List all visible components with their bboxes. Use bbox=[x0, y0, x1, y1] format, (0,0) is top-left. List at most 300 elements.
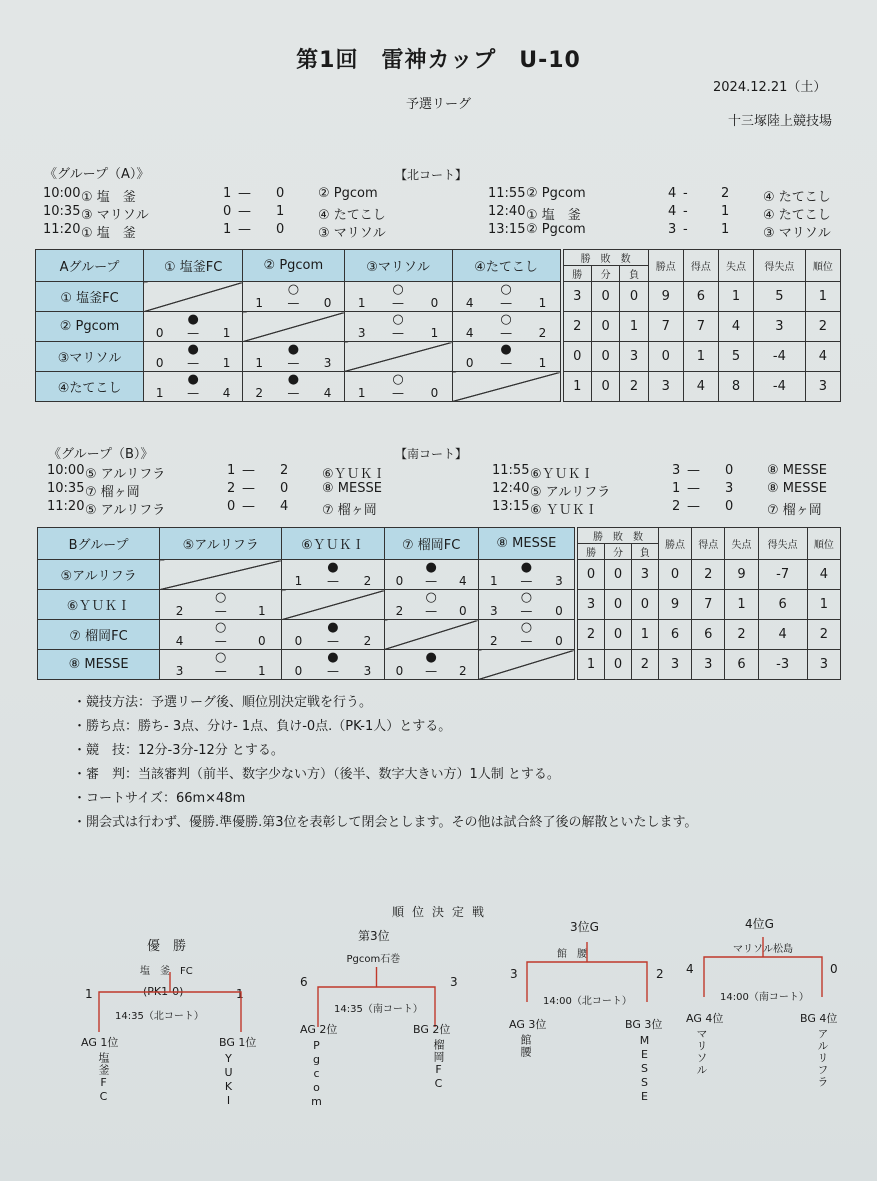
score-for: 0 bbox=[155, 326, 164, 340]
match-cell bbox=[282, 620, 384, 650]
loss-mark: ● bbox=[520, 560, 533, 575]
score-against: 4 bbox=[459, 574, 467, 588]
schedule-home: ③ マリソル bbox=[81, 208, 149, 223]
diagonal-cell bbox=[144, 282, 243, 312]
score-for: 0 bbox=[395, 574, 404, 588]
stat-cell: 3 bbox=[754, 312, 806, 342]
loss-header: 負 bbox=[631, 544, 658, 560]
win-mark: ○ bbox=[392, 312, 404, 327]
schedule-home: ⑥ ＹＵＫＩ bbox=[530, 503, 598, 518]
score-dash: — bbox=[425, 574, 438, 588]
stat-cell: 0 bbox=[605, 650, 632, 680]
score-for: 1 bbox=[357, 296, 366, 310]
score-dash: — bbox=[214, 604, 227, 618]
score-dash: — bbox=[392, 296, 405, 310]
bracket-right-score: 0 bbox=[830, 962, 838, 976]
stat-cell: 2 bbox=[631, 650, 658, 680]
bracket-winner: 塩 釜 FC bbox=[140, 966, 193, 977]
score-for: 4 bbox=[465, 296, 474, 310]
match-score bbox=[479, 604, 574, 618]
loss-mark: ● bbox=[425, 560, 437, 575]
schedule-dash: — bbox=[687, 499, 700, 514]
schedule-home: ① 塩 釜 bbox=[526, 208, 581, 223]
loss-mark: ● bbox=[500, 342, 512, 357]
match-cell bbox=[144, 312, 243, 342]
stat-cell: 1 bbox=[725, 590, 758, 620]
score-for: 3 bbox=[489, 604, 498, 618]
schedule-away: ⑦ 榴ヶ岡 bbox=[767, 503, 822, 518]
row-team-label: ④たてこし bbox=[36, 372, 144, 402]
match-score bbox=[385, 574, 478, 588]
loss-mark: ● bbox=[187, 312, 199, 327]
stat-cell: 0 bbox=[563, 342, 591, 372]
schedule-away: ④ たてこし bbox=[763, 190, 831, 205]
win-mark: ○ bbox=[215, 650, 227, 665]
bracket-left-seed: AG 2位 bbox=[300, 1023, 338, 1036]
schedule-time: 10:00 bbox=[47, 463, 85, 478]
score-for: 0 bbox=[294, 634, 303, 648]
schedule-home: ⑤ アルリフラ bbox=[85, 467, 166, 482]
score-for: 0 bbox=[294, 664, 303, 678]
schedule-hs: 0 bbox=[223, 204, 232, 219]
row-team-label: ⑧ MESSE bbox=[38, 650, 160, 680]
match-cell bbox=[282, 650, 384, 680]
bracket-left-team: マリソル bbox=[695, 1028, 708, 1076]
score-for: 2 bbox=[175, 604, 184, 618]
match-cell-inner bbox=[479, 620, 574, 649]
win-header: 勝 bbox=[578, 544, 605, 560]
schedule-dash: — bbox=[687, 463, 700, 478]
stat-cell: 7 bbox=[683, 312, 718, 342]
score-for: 0 bbox=[395, 664, 404, 678]
schedule-hs: 1 bbox=[672, 481, 681, 496]
score-against: 3 bbox=[555, 574, 563, 588]
score-for: 3 bbox=[175, 664, 184, 678]
score-against: 1 bbox=[430, 326, 439, 340]
score-against: 0 bbox=[430, 296, 439, 310]
schedule-away: ⑧ MESSE bbox=[767, 463, 827, 478]
score-against: 1 bbox=[257, 664, 266, 678]
match-cell-inner bbox=[479, 560, 574, 589]
schedule-as: 1 bbox=[276, 204, 285, 219]
note-line: ・コートサイズ：66m×48m bbox=[73, 791, 246, 806]
score-dash: — bbox=[392, 386, 405, 400]
score-dash: — bbox=[425, 664, 438, 678]
match-cell-inner bbox=[160, 650, 281, 679]
gf-header: 得点 bbox=[692, 528, 725, 560]
match-cell bbox=[243, 372, 344, 402]
schedule-dash: - bbox=[683, 186, 688, 201]
score-dash: — bbox=[520, 634, 533, 648]
stat-cell: 1 bbox=[805, 282, 840, 312]
score-dash: — bbox=[326, 634, 339, 648]
bracket-left-seed: AG 3位 bbox=[509, 1018, 547, 1031]
bracket-heading: 優 勝 bbox=[147, 939, 187, 954]
bracket-left-team: 塩釜FC bbox=[97, 1052, 110, 1104]
diagonal-cell bbox=[452, 372, 560, 402]
score-dash: — bbox=[326, 664, 339, 678]
schedule-as: 0 bbox=[725, 499, 734, 514]
diagonal-cell bbox=[478, 650, 574, 680]
stat-cell: -4 bbox=[754, 372, 806, 402]
stat-cell: 1 bbox=[683, 342, 718, 372]
gd-header: 得失点 bbox=[758, 528, 807, 560]
score-for: 1 bbox=[294, 574, 303, 588]
schedule-time: 13:15 bbox=[492, 499, 530, 514]
schedule-time: 10:35 bbox=[47, 481, 85, 496]
match-score bbox=[479, 634, 574, 648]
schedule-dash: — bbox=[687, 481, 700, 496]
schedule-as: 1 bbox=[721, 222, 730, 237]
schedule-hs: 1 bbox=[227, 463, 236, 478]
stat-cell: 7 bbox=[648, 312, 683, 342]
schedule-hs: 3 bbox=[668, 222, 677, 237]
bracket-right-seed: BG 1位 bbox=[219, 1036, 257, 1049]
score-against: 1 bbox=[538, 356, 547, 370]
schedule-as: 4 bbox=[280, 499, 289, 514]
score-for: 1 bbox=[255, 296, 263, 310]
schedule-time: 10:35 bbox=[43, 204, 81, 219]
venue-name: 十三塚陸上競技場 bbox=[728, 114, 833, 129]
score-against: 0 bbox=[459, 604, 467, 618]
row-team-label: ⑥ＹＵＫＩ bbox=[38, 590, 160, 620]
stat-cell: 9 bbox=[725, 560, 758, 590]
bracket-left-seed: AG 1位 bbox=[81, 1036, 119, 1049]
team-header: ⑧ MESSE bbox=[478, 528, 574, 560]
match-cell-inner bbox=[385, 560, 478, 589]
note-line: ・競 技：12分-3分-12分 とする。 bbox=[73, 743, 284, 758]
score-dash: — bbox=[520, 604, 533, 618]
match-cell bbox=[384, 560, 478, 590]
stat-cell: 0 bbox=[658, 560, 691, 590]
win-mark: ○ bbox=[215, 590, 227, 605]
match-score bbox=[144, 326, 242, 340]
note-line: ・審 判：当該審判（前半、数字少ない方）（後半、数字大きい方）1人制 とする。 bbox=[73, 767, 560, 782]
match-cell bbox=[478, 560, 574, 590]
schedule-as: 1 bbox=[721, 204, 730, 219]
match-score bbox=[243, 296, 343, 310]
schedule-time: 11:55 bbox=[492, 463, 530, 478]
score-against: 0 bbox=[555, 634, 563, 648]
match-cell bbox=[344, 282, 452, 312]
match-score bbox=[160, 604, 281, 618]
bracket-right-team: YUKI bbox=[222, 1052, 235, 1108]
score-dash: — bbox=[392, 326, 405, 340]
bracket-pk: (PK1-0) bbox=[143, 985, 184, 998]
bracket-right-score: 2 bbox=[656, 967, 664, 981]
schedule-away: ② Pgcom bbox=[318, 186, 378, 201]
stat-cell: 3 bbox=[807, 650, 840, 680]
loss-mark: ● bbox=[327, 620, 339, 635]
schedule-dash: — bbox=[238, 186, 251, 201]
schedule-as: 0 bbox=[725, 463, 734, 478]
match-cell-inner bbox=[144, 372, 242, 401]
stat-cell: 9 bbox=[648, 282, 683, 312]
match-score bbox=[243, 386, 343, 400]
rank-header: 順位 bbox=[805, 250, 840, 282]
bracket-winner: マリソル松島 bbox=[733, 944, 793, 955]
points-header: 勝点 bbox=[658, 528, 691, 560]
win-mark: ○ bbox=[287, 282, 300, 297]
bracket-left-team: Pgcom bbox=[310, 1039, 323, 1109]
stat-cell: 9 bbox=[658, 590, 691, 620]
match-score bbox=[385, 604, 478, 618]
match-cell bbox=[478, 590, 574, 620]
match-cell-inner bbox=[144, 342, 242, 371]
score-for: 3 bbox=[357, 326, 366, 340]
bracket-left-score: 3 bbox=[510, 967, 518, 981]
score-dash: — bbox=[500, 326, 513, 340]
win-header: 勝 bbox=[563, 266, 591, 282]
bracket-heading: 3位G bbox=[570, 920, 599, 934]
schedule-time: 13:15 bbox=[488, 222, 526, 237]
bracket-right-team: 榴岡FC bbox=[432, 1039, 445, 1091]
stat-cell: 0 bbox=[605, 560, 632, 590]
bracket-left-score: 6 bbox=[300, 975, 308, 989]
stat-cell: 0 bbox=[631, 590, 658, 620]
score-against: 4 bbox=[323, 386, 332, 400]
stat-cell: 2 bbox=[725, 620, 758, 650]
match-cell bbox=[384, 650, 478, 680]
win-mark: ○ bbox=[392, 372, 404, 387]
schedule-hs: 3 bbox=[672, 463, 681, 478]
note-line: ・勝ち点：勝ち- 3点、分け- 1点、負け-0点.（PK-1人）とする。 bbox=[73, 719, 452, 734]
ga-header: 失点 bbox=[725, 528, 758, 560]
stat-cell: 1 bbox=[807, 590, 840, 620]
score-for: 2 bbox=[395, 604, 404, 618]
score-against: 3 bbox=[363, 664, 372, 678]
match-score bbox=[144, 356, 242, 370]
match-cell-inner bbox=[345, 372, 452, 401]
record-header: 勝 敗 数 bbox=[578, 528, 659, 544]
diagonal-cell bbox=[160, 560, 282, 590]
stat-cell: 2 bbox=[807, 620, 840, 650]
schedule-dash: — bbox=[242, 499, 255, 514]
stat-cell: 1 bbox=[718, 282, 753, 312]
loss-mark: ● bbox=[327, 650, 339, 665]
bracket-left-score: 4 bbox=[686, 962, 694, 976]
schedule-as: 2 bbox=[721, 186, 730, 201]
stat-cell: 0 bbox=[591, 312, 619, 342]
stat-cell: 2 bbox=[620, 372, 648, 402]
match-cell bbox=[344, 372, 452, 402]
stat-cell: 3 bbox=[631, 560, 658, 590]
row-team-label: ⑤アルリフラ bbox=[38, 560, 160, 590]
stat-cell: 6 bbox=[692, 620, 725, 650]
schedule-home: ② Pgcom bbox=[526, 186, 586, 201]
schedule-as: 0 bbox=[276, 222, 285, 237]
schedule-away: ④ たてこし bbox=[763, 208, 831, 223]
bracket-right-seed: BG 4位 bbox=[800, 1012, 838, 1025]
score-against: 2 bbox=[459, 664, 467, 678]
score-against: 4 bbox=[222, 386, 231, 400]
score-against: 2 bbox=[538, 326, 547, 340]
match-score bbox=[160, 664, 281, 678]
match-cell-inner bbox=[282, 650, 383, 679]
score-dash: — bbox=[425, 604, 438, 618]
loss-mark: ● bbox=[287, 342, 300, 357]
team-header: ⑦ 榴岡FC bbox=[384, 528, 478, 560]
score-dash: — bbox=[500, 296, 513, 310]
stat-cell: 3 bbox=[805, 372, 840, 402]
schedule-hs: 4 bbox=[668, 204, 677, 219]
score-against: 2 bbox=[363, 574, 372, 588]
win-mark: ○ bbox=[500, 312, 512, 327]
score-against: 0 bbox=[430, 386, 439, 400]
score-against: 0 bbox=[555, 604, 563, 618]
score-against: 1 bbox=[538, 296, 547, 310]
match-cell-inner bbox=[345, 282, 452, 311]
match-cell-inner bbox=[243, 372, 343, 401]
match-score bbox=[282, 664, 383, 678]
score-for: 2 bbox=[489, 634, 498, 648]
match-cell-inner bbox=[144, 312, 242, 341]
loss-header: 負 bbox=[620, 266, 648, 282]
stat-cell: 0 bbox=[620, 282, 648, 312]
score-for: 2 bbox=[255, 386, 263, 400]
row-team-label: ⑦ 榴岡FC bbox=[38, 620, 160, 650]
stat-cell: 2 bbox=[578, 620, 605, 650]
match-score bbox=[479, 574, 574, 588]
score-for: 4 bbox=[465, 326, 474, 340]
note-line: ・競技方法：予選リーグ後、順位別決定戦を行う。 bbox=[73, 695, 373, 710]
schedule-time: 11:20 bbox=[47, 499, 85, 514]
stat-cell: 0 bbox=[591, 372, 619, 402]
event-date: 2024.12.21（土） bbox=[713, 80, 827, 95]
score-for: 1 bbox=[255, 356, 263, 370]
stat-cell: -7 bbox=[758, 560, 807, 590]
schedule-dash: - bbox=[683, 222, 688, 237]
score-against: 0 bbox=[257, 634, 266, 648]
match-cell bbox=[452, 312, 560, 342]
match-score bbox=[453, 356, 560, 370]
stat-cell: 1 bbox=[578, 650, 605, 680]
bracket-right-seed: BG 2位 bbox=[413, 1023, 451, 1036]
group-a-results-table bbox=[35, 249, 841, 402]
table-corner: Bグループ bbox=[38, 528, 160, 560]
bracket-right-seed: BG 3位 bbox=[625, 1018, 663, 1031]
schedule-dash: — bbox=[242, 481, 255, 496]
gf-header: 得点 bbox=[683, 250, 718, 282]
match-cell bbox=[452, 342, 560, 372]
schedule-home: ⑥ＹＵＫＩ bbox=[530, 467, 594, 482]
match-score bbox=[453, 326, 560, 340]
team-header: ④たてこし bbox=[452, 250, 560, 282]
gd-header: 得失点 bbox=[754, 250, 806, 282]
page-title: 第1回 雷神カップ U-10 bbox=[296, 48, 581, 73]
page-subtitle: 予選リーグ bbox=[405, 97, 471, 112]
stat-cell: 3 bbox=[692, 650, 725, 680]
match-score bbox=[243, 356, 343, 370]
stat-cell: 2 bbox=[692, 560, 725, 590]
schedule-as: 2 bbox=[280, 463, 289, 478]
group-b-results-table bbox=[37, 527, 841, 680]
match-cell bbox=[160, 650, 282, 680]
score-against: 1 bbox=[222, 326, 231, 340]
schedule-as: 0 bbox=[276, 186, 285, 201]
bracket-time: 14:00（北コート） bbox=[543, 996, 632, 1007]
schedule-away: ⑧ MESSE bbox=[767, 481, 827, 496]
schedule-home: ⑤ アルリフラ bbox=[530, 485, 611, 500]
bracket-right-score: 1 bbox=[236, 987, 244, 1001]
stat-cell: 6 bbox=[658, 620, 691, 650]
win-mark: ○ bbox=[520, 590, 533, 605]
schedule-as: 0 bbox=[280, 481, 289, 496]
group-b-label: 《グループ（B）》 bbox=[48, 447, 154, 462]
stat-cell: 6 bbox=[683, 282, 718, 312]
draw-header: 分 bbox=[591, 266, 619, 282]
score-against: 1 bbox=[222, 356, 231, 370]
score-dash: — bbox=[520, 574, 533, 588]
score-for: 1 bbox=[489, 574, 498, 588]
stat-cell: 5 bbox=[718, 342, 753, 372]
bracket-right-team: MESSE bbox=[638, 1034, 651, 1104]
score-dash: — bbox=[214, 634, 227, 648]
row-team-label: ① 塩釜FC bbox=[36, 282, 144, 312]
schedule-dash: — bbox=[242, 463, 255, 478]
loss-mark: ● bbox=[327, 560, 339, 575]
stat-cell: 8 bbox=[718, 372, 753, 402]
match-cell bbox=[144, 372, 243, 402]
schedule-hs: 1 bbox=[223, 186, 232, 201]
score-dash: — bbox=[287, 386, 300, 400]
match-cell bbox=[160, 590, 282, 620]
stat-cell: 5 bbox=[754, 282, 806, 312]
match-cell-inner bbox=[385, 590, 478, 619]
score-dash: — bbox=[187, 326, 200, 340]
schedule-time: 12:40 bbox=[488, 204, 526, 219]
schedule-home: ① 塩 釜 bbox=[81, 226, 136, 241]
match-cell bbox=[243, 342, 344, 372]
schedule-time: 11:20 bbox=[43, 222, 81, 237]
match-cell-inner bbox=[453, 312, 560, 341]
stat-cell: 4 bbox=[805, 342, 840, 372]
win-mark: ○ bbox=[392, 282, 404, 297]
score-dash: — bbox=[287, 356, 300, 370]
schedule-away: ⑧ MESSE bbox=[322, 481, 382, 496]
loss-mark: ● bbox=[287, 372, 300, 387]
match-cell-inner bbox=[160, 620, 281, 649]
group-b-court: 【南コート】 bbox=[395, 447, 468, 461]
stat-cell: 2 bbox=[805, 312, 840, 342]
diagonal-cell bbox=[282, 590, 384, 620]
row-team-label: ③マリソル bbox=[36, 342, 144, 372]
match-cell-inner bbox=[345, 312, 452, 341]
bracket-time: 14:00（南コート） bbox=[720, 992, 809, 1003]
loss-mark: ● bbox=[187, 342, 199, 357]
win-mark: ○ bbox=[520, 620, 533, 635]
score-for: 0 bbox=[465, 356, 474, 370]
score-against: 3 bbox=[323, 356, 332, 370]
schedule-home: ⑤ アルリフラ bbox=[85, 503, 166, 518]
loss-mark: ● bbox=[187, 372, 199, 387]
schedule-dash: — bbox=[238, 204, 251, 219]
match-cell bbox=[144, 342, 243, 372]
bracket-winner: Pgcom石巻 bbox=[346, 954, 401, 965]
bracket-right-team: アルリフラ bbox=[816, 1028, 829, 1088]
schedule-home: ① 塩 釜 bbox=[81, 190, 136, 205]
stat-cell: 3 bbox=[658, 650, 691, 680]
stat-cell: 4 bbox=[807, 560, 840, 590]
schedule-away: ⑦ 榴ヶ岡 bbox=[322, 503, 377, 518]
score-for: 1 bbox=[357, 386, 366, 400]
bracket-left-seed: AG 4位 bbox=[686, 1012, 724, 1025]
score-for: 4 bbox=[175, 634, 184, 648]
team-header: ② Pgcom bbox=[243, 250, 344, 282]
stat-cell: 0 bbox=[578, 560, 605, 590]
score-against: 0 bbox=[323, 296, 332, 310]
stat-cell: 6 bbox=[758, 590, 807, 620]
